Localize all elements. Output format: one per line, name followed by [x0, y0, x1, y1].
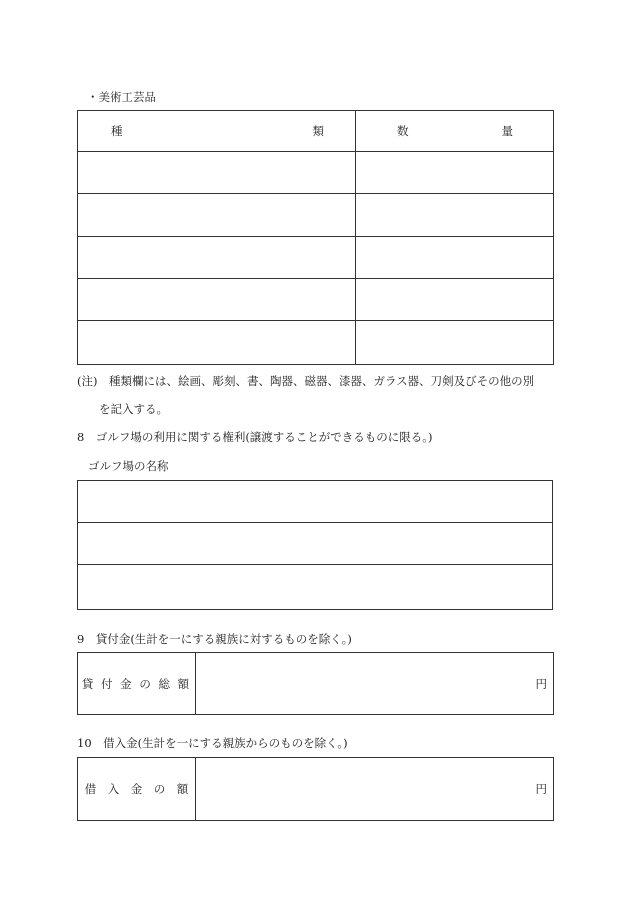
table-row [78, 321, 554, 365]
golf-table [77, 480, 553, 610]
golf-name-cell[interactable] [78, 565, 553, 610]
golf-name-cell[interactable] [78, 481, 553, 523]
header-quantity [356, 111, 554, 152]
table-row [78, 194, 554, 237]
borrowings-table [77, 757, 554, 821]
loans-label: 貸 付 金 の 総 額 [81, 676, 192, 691]
header-qty-right: 量 [501, 124, 513, 138]
loans-amount-cell[interactable] [196, 653, 554, 715]
borrowings-heading: 10 借入金(生計を一にする親族からのものを除く。) [77, 736, 348, 750]
art-table-header [78, 111, 554, 152]
header-type [78, 111, 356, 152]
golf-subheading: ゴルフ場の名称 [88, 459, 169, 473]
art-type-cell[interactable] [78, 152, 356, 194]
table-row [78, 237, 554, 279]
table-row [78, 279, 554, 321]
table-row [78, 758, 554, 821]
borrowings-amount-cell[interactable] [196, 758, 554, 821]
art-type-cell[interactable] [78, 237, 356, 279]
art-note-line1: (注) 種類欄には、絵画、彫刻、書、陶器、磁器、漆器、ガラス器、刀剣及びその他の別 [77, 374, 535, 388]
table-row [78, 653, 554, 715]
art-qty-cell[interactable] [356, 279, 554, 321]
borrowings-label: 借 入 金 の 額 [84, 782, 189, 796]
art-heading: ・美術工芸品 [87, 90, 156, 104]
art-qty-cell[interactable] [356, 321, 554, 365]
header-type-left: 種 [111, 124, 123, 138]
art-qty-cell[interactable] [356, 194, 554, 237]
loans-heading: 9 貸付金(生計を一にする親族に対するものを除く。) [77, 632, 352, 646]
header-qty-left: 数 [397, 124, 409, 138]
loans-yen-unit: 円 [535, 676, 547, 691]
table-row [78, 523, 553, 565]
loans-table [77, 652, 554, 715]
art-qty-cell[interactable] [356, 237, 554, 279]
header-type-right: 類 [312, 124, 324, 138]
table-row [78, 481, 553, 523]
art-qty-cell[interactable] [356, 152, 554, 194]
table-row [78, 565, 553, 610]
loans-label-cell [78, 653, 196, 715]
art-table [77, 110, 554, 365]
art-note-line2: を記入する。 [99, 402, 168, 416]
golf-heading: 8 ゴルフ場の利用に関する権利(譲渡することができるものに限る。) [77, 430, 433, 444]
art-type-cell[interactable] [78, 279, 356, 321]
borrowings-yen-unit: 円 [535, 782, 547, 796]
golf-name-cell[interactable] [78, 523, 553, 565]
art-type-cell[interactable] [78, 321, 356, 365]
table-row [78, 152, 554, 194]
art-type-cell[interactable] [78, 194, 356, 237]
borrowings-label-cell [78, 758, 196, 821]
